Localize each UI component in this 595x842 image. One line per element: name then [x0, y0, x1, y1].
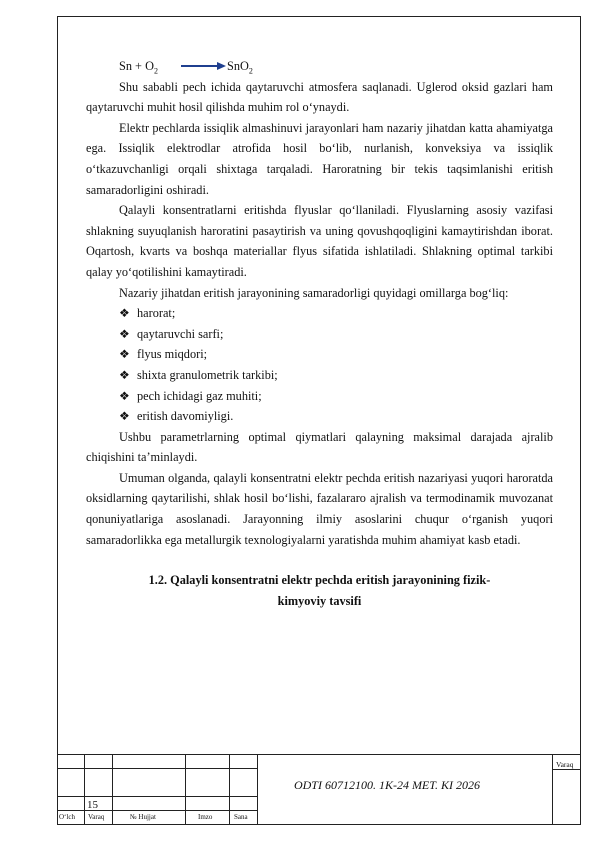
varaq-label: Varaq [556, 760, 574, 769]
diamond-bullet-icon: ❖ [119, 306, 130, 321]
stamp-row-line [552, 769, 581, 770]
stamp-row-line [57, 796, 257, 797]
stamp-col-varaq: Varaq [88, 813, 105, 821]
diamond-bullet-icon: ❖ [119, 388, 130, 403]
stamp-row-line [57, 768, 257, 769]
factor-list [86, 303, 553, 427]
stamp-col-line [552, 754, 553, 825]
paragraph: Ushbu parametrlarning optimal qiymatlari qalayning maksimal darajada ajralib chiqishini ta’minlaydi. [86, 429, 553, 465]
section-heading-line2: kimyoviy tavsifi [277, 593, 362, 608]
diamond-bullet-icon: ❖ [119, 367, 130, 382]
diamond-bullet-icon: ❖ [119, 326, 130, 341]
paragraph: Nazariy jihatdan eritish jarayonining samaradorligi quyidagi omillarga bog‘liq: [119, 285, 509, 300]
paragraph: Shu sababli pech ichida qaytaruvchi atmosfera saqlanadi. Uglerod oksid gazlari ham qaytaruvchi muhit hosil qilishda muhim rol o‘ynaydi. [86, 79, 553, 115]
paragraph: Qalayli konsentratlarni eritishda flyuslar qo‘llaniladi. Flyuslarning asosiy vazifasi shlakning suyuqlanish haroratini pasaytirish va uning qovushqoqligini kamaytirishdan iborat. Oqartosh, kvarts va boshqa materiallar flyus sifatida ishlatiladi. Shlakning optimal tarkibi qalay yo‘qotilishini kamaytiradi. [86, 203, 553, 279]
stamp-col-line [185, 754, 186, 825]
stamp-col-line [112, 754, 113, 825]
reaction-arrow-icon [177, 61, 229, 71]
list-item: ❖ pech ichidagi gaz muhiti; [119, 386, 553, 407]
list-item: ❖ qaytaruvchi sarfi; [119, 324, 553, 345]
stamp-col-hujjat: № Hujjat [130, 813, 156, 821]
stamp-col-sana: Sana [234, 813, 248, 821]
paragraph: Umuman olganda, qalayli konsentratni elektr pechda eritish nazariyasi yuqori haroratda oksidlarning qaytarilishi, shlak hosil bo‘lishi, fazalararo ajralish va termodinamik muvozanat qonuniyatlariga asoslanadi. Jarayonning ilmiy asoslarini chuqur o‘rganish yuqori samaradorlikka ega metallurgik texnologiyalarni yaratishda muhim ahamiyat kasb etadi. [86, 470, 553, 547]
paragraph: Elektr pechlarda issiqlik almashinuvi jarayonlari ham nazariy jihatdan katta ahamiyatga ega. Issiqlik elektrodlar atrofida hosil bo‘lib, nurlanish, konveksiya va issiqlik o‘tkazuvchanligi orqali shixtaga tarqaladi. Haroratning bir tekis taqsimlanishi eritish samaradorligini oshiradi. [86, 120, 553, 197]
diamond-bullet-icon: ❖ [119, 409, 130, 424]
list-item: ❖ harorat; [119, 303, 553, 324]
list-item: ❖ eritish davomiyligi. [119, 406, 553, 427]
formula-lhs: $Sn + O_2$ [119, 59, 158, 76]
list-item: ❖ flyus miqdori; [119, 344, 553, 365]
stamp-col-line [229, 754, 230, 825]
diamond-bullet-icon: ❖ [119, 347, 130, 362]
document-code: ODTI 60712100. 1K-24 MET. KI 2026 [293, 778, 481, 792]
stamp-top-line [57, 754, 581, 755]
reaction-formula [119, 56, 553, 77]
list-item: ❖ shixta granulometrik tarkibi; [119, 365, 553, 386]
stamp-col-line [84, 754, 85, 825]
document-body [86, 56, 553, 611]
page-number: 15 [87, 799, 98, 811]
stamp-col-olch: O‘lch [59, 813, 75, 821]
stamp-col-imzo: Imzo [198, 813, 213, 821]
formula-rhs: SnO$_2$ [227, 59, 253, 76]
section-heading-line1: 1.2. Qalayli konsentratni elektr pechda eritish jarayonining fizik- [148, 573, 491, 588]
